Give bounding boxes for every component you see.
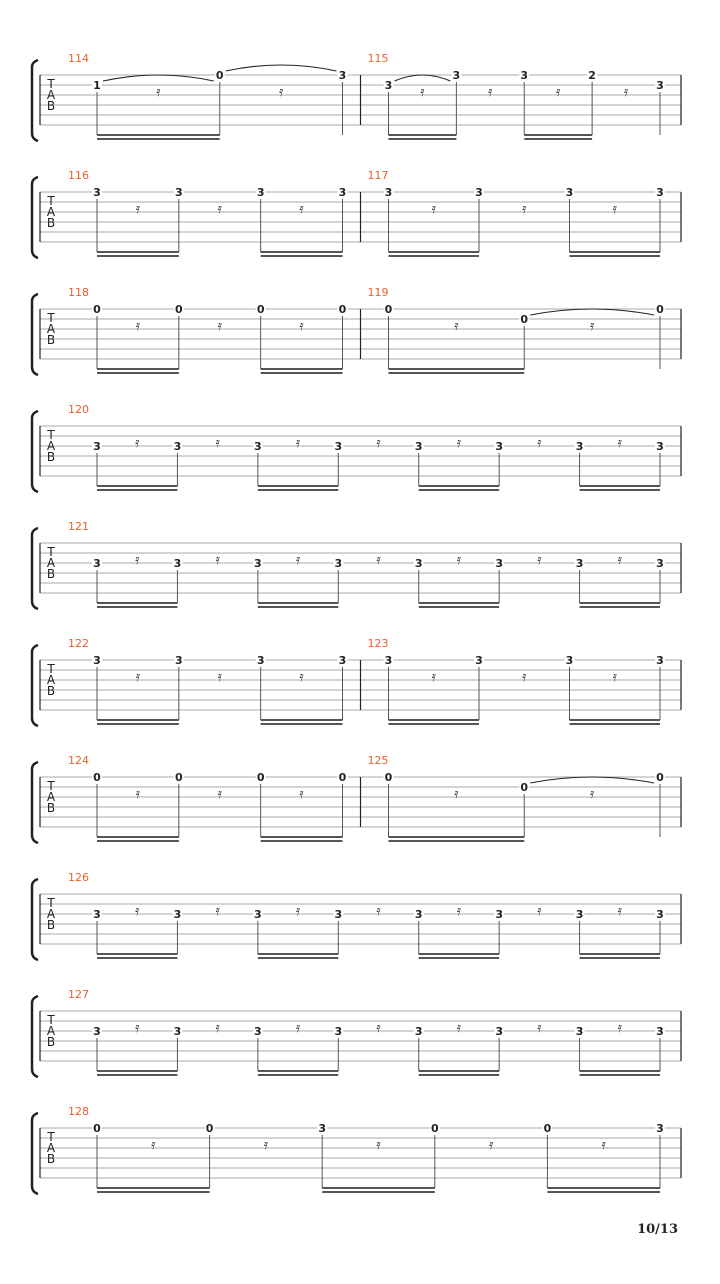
rest-symbol: 𝄿: [135, 201, 141, 217]
rest-symbol: 𝄿: [522, 669, 527, 685]
rest-symbol: 𝄿: [376, 1137, 381, 1153]
clef-letter: B: [46, 216, 56, 230]
fret-number: 0: [338, 303, 347, 316]
measure-number: 118: [68, 286, 89, 299]
clef-letter: B: [46, 567, 56, 581]
rest-symbol: 𝄿: [263, 1137, 269, 1153]
rest-symbol: 𝄿: [278, 84, 284, 100]
fret-number: 3: [318, 1122, 327, 1135]
clef-letter: B: [46, 1152, 56, 1166]
rest-symbol: 𝄿: [601, 1137, 606, 1153]
clef-letter: A: [46, 205, 56, 219]
tie-arc: [226, 65, 337, 71]
rest-symbol: 𝄿: [431, 669, 436, 685]
rest-symbol: 𝄿: [617, 435, 622, 451]
fret-number: 3: [495, 440, 503, 453]
fret-number: 3: [334, 440, 343, 453]
fret-number: 2: [588, 69, 596, 82]
clef-letter: B: [46, 99, 56, 113]
fret-number: 3: [334, 908, 343, 921]
rest-symbol: 𝄿: [537, 903, 542, 919]
fret-number: 0: [338, 771, 347, 784]
rest-symbol: 𝄿: [156, 84, 161, 100]
measure-number: 120: [68, 403, 89, 416]
fret-number: 0: [430, 1122, 439, 1135]
clef-letter: A: [46, 556, 56, 570]
fret-number: 3: [338, 654, 347, 667]
clef-letter: A: [46, 88, 56, 102]
rest-symbol: 𝄿: [612, 669, 617, 685]
system-bracket: [32, 294, 38, 375]
fret-number: 3: [254, 1025, 262, 1038]
fret-number: 3: [565, 654, 574, 667]
clef-letter: A: [46, 907, 56, 921]
system-bracket: [32, 645, 38, 726]
fret-number: 0: [520, 313, 529, 326]
clef-letter: T: [47, 1013, 55, 1027]
rest-symbol: 𝄿: [617, 552, 622, 568]
tab-system: [32, 403, 681, 492]
rest-symbol: 𝄿: [215, 1020, 220, 1036]
fret-number: 0: [93, 1122, 101, 1135]
rest-symbol: 𝄿: [295, 903, 301, 919]
fret-number: 0: [656, 771, 664, 784]
rest-symbol: 𝄿: [299, 201, 304, 217]
fret-number: 1: [93, 79, 101, 92]
system-bracket: [32, 1113, 38, 1194]
fret-number: 0: [93, 303, 101, 316]
fret-number: 3: [656, 557, 664, 570]
fret-number: 0: [256, 303, 265, 316]
measure-number: 117: [367, 169, 389, 182]
fret-number: 3: [93, 186, 101, 199]
rest-symbol: 𝄿: [217, 669, 222, 685]
clef-letter: B: [46, 801, 56, 815]
rest-symbol: 𝄿: [295, 1020, 301, 1036]
clef-letter: A: [46, 1024, 56, 1038]
fret-number: 0: [384, 303, 393, 316]
tie-arc: [103, 75, 214, 81]
fret-number: 0: [205, 1122, 214, 1135]
fret-number: 3: [656, 654, 664, 667]
rest-symbol: 𝄿: [135, 903, 140, 919]
rest-symbol: 𝄿: [135, 786, 141, 802]
rest-symbol: 𝄿: [135, 669, 141, 685]
clef-letter: T: [47, 896, 55, 910]
measure-number: 123: [367, 637, 389, 650]
measure-number: 126: [68, 871, 89, 884]
rest-symbol: 𝄿: [537, 435, 542, 451]
fret-number: 3: [414, 557, 423, 570]
fret-number: 3: [656, 1122, 664, 1135]
fret-number: 3: [334, 557, 343, 570]
fret-number: 3: [656, 908, 664, 921]
rest-symbol: 𝄿: [299, 786, 304, 802]
fret-number: 3: [575, 908, 584, 921]
system-bracket: [32, 177, 38, 258]
measure-number: 121: [68, 520, 89, 533]
fret-number: 3: [256, 186, 265, 199]
fret-number: 3: [656, 186, 664, 199]
rest-symbol: 𝄿: [376, 1020, 381, 1036]
fret-number: 3: [338, 186, 347, 199]
rest-symbol: 𝄿: [617, 1020, 622, 1036]
rest-symbol: 𝄿: [215, 435, 220, 451]
rest-symbol: 𝄿: [612, 201, 617, 217]
clef-letter: B: [46, 450, 56, 464]
rest-symbol: 𝄿: [135, 318, 141, 334]
clef-letter: T: [47, 779, 55, 793]
tab-system: [32, 1105, 681, 1194]
tie-arc: [395, 75, 451, 81]
system-bracket: [32, 411, 38, 492]
fret-number: 0: [93, 771, 101, 784]
fret-number: 0: [384, 771, 393, 784]
rest-symbol: 𝄿: [454, 786, 459, 802]
fret-number: 3: [384, 186, 393, 199]
rest-symbol: 𝄿: [488, 1137, 494, 1153]
rest-symbol: 𝄿: [217, 786, 222, 802]
rest-symbol: 𝄿: [522, 201, 527, 217]
measure-number: 119: [367, 286, 389, 299]
fret-number: 3: [334, 1025, 343, 1038]
fret-number: 0: [175, 771, 183, 784]
measure-number: 124: [68, 754, 89, 767]
tab-system: [32, 871, 681, 960]
fret-number: 3: [475, 654, 483, 667]
measure-number: 122: [68, 637, 89, 650]
rest-symbol: 𝄿: [456, 1020, 462, 1036]
tie-arc: [530, 777, 654, 783]
rest-symbol: 𝄿: [456, 903, 462, 919]
clef-letter: T: [47, 545, 55, 559]
fret-number: 3: [173, 440, 182, 453]
rest-symbol: 𝄿: [295, 552, 301, 568]
system-bracket: [32, 528, 38, 609]
rest-symbol: 𝄿: [151, 1137, 156, 1153]
clef-letter: A: [46, 790, 56, 804]
measure-number: 128: [68, 1105, 89, 1118]
fret-number: 3: [93, 557, 101, 570]
rest-symbol: 𝄿: [299, 669, 304, 685]
fret-number: 3: [520, 69, 529, 82]
system-bracket: [32, 60, 38, 141]
rest-symbol: 𝄿: [299, 318, 304, 334]
fret-number: 3: [175, 654, 183, 667]
rest-symbol: 𝄿: [215, 552, 220, 568]
tab-system: [32, 988, 681, 1077]
fret-number: 3: [93, 654, 101, 667]
fret-number: 0: [215, 69, 224, 82]
rest-symbol: 𝄿: [217, 318, 222, 334]
tab-system: [32, 169, 681, 258]
fret-number: 3: [93, 908, 101, 921]
rest-symbol: 𝄿: [537, 1020, 542, 1036]
measure-number: 115: [367, 52, 389, 65]
fret-number: 3: [173, 557, 182, 570]
rest-symbol: 𝄿: [431, 201, 436, 217]
fret-number: 3: [173, 908, 182, 921]
fret-number: 3: [384, 654, 393, 667]
rest-symbol: 𝄿: [420, 84, 425, 100]
fret-number: 3: [254, 557, 262, 570]
clef-letter: A: [46, 1141, 56, 1155]
rest-symbol: 𝄿: [135, 1020, 140, 1036]
fret-number: 3: [93, 440, 101, 453]
fret-number: 3: [93, 1025, 101, 1038]
fret-number: 3: [254, 440, 262, 453]
rest-symbol: 𝄿: [617, 903, 622, 919]
rest-symbol: 𝄿: [456, 552, 462, 568]
fret-number: 3: [254, 908, 262, 921]
clef-letter: T: [47, 311, 55, 325]
clef-letter: A: [46, 322, 56, 336]
fret-number: 3: [384, 79, 393, 92]
system-bracket: [32, 879, 38, 960]
fret-number: 3: [565, 186, 574, 199]
fret-number: 0: [175, 303, 183, 316]
clef-letter: B: [46, 1035, 56, 1049]
rest-symbol: 𝄿: [376, 903, 381, 919]
fret-number: 0: [256, 771, 265, 784]
fret-number: 3: [656, 440, 664, 453]
clef-letter: B: [46, 684, 56, 698]
rest-symbol: 𝄿: [376, 435, 381, 451]
fret-number: 3: [475, 186, 483, 199]
fret-number: 3: [414, 440, 423, 453]
clef-letter: T: [47, 662, 55, 676]
rest-symbol: 𝄿: [295, 435, 301, 451]
fret-number: 3: [656, 1025, 664, 1038]
measure-number: 116: [68, 169, 89, 182]
measure-number: 127: [68, 988, 89, 1001]
clef-letter: T: [47, 428, 55, 442]
rest-symbol: 𝄿: [488, 84, 493, 100]
rest-symbol: 𝄿: [537, 552, 542, 568]
rest-symbol: 𝄿: [217, 201, 222, 217]
fret-number: 3: [575, 557, 584, 570]
rest-symbol: 𝄿: [556, 84, 561, 100]
rest-symbol: 𝄿: [623, 84, 629, 100]
tab-system: [32, 286, 681, 375]
fret-number: 3: [175, 186, 183, 199]
tab-system: [32, 637, 681, 726]
fret-number: 3: [495, 557, 503, 570]
rest-symbol: 𝄿: [376, 552, 381, 568]
system-bracket: [32, 762, 38, 843]
tab-system: [32, 52, 681, 141]
fret-number: 3: [495, 908, 503, 921]
rest-symbol: 𝄿: [215, 903, 220, 919]
clef-letter: T: [47, 77, 55, 91]
fret-number: 3: [495, 1025, 503, 1038]
measure-number: 114: [68, 52, 89, 65]
fret-number: 0: [520, 781, 529, 794]
fret-number: 3: [414, 1025, 423, 1038]
fret-number: 0: [543, 1122, 552, 1135]
rest-symbol: 𝄿: [454, 318, 459, 334]
rest-symbol: 𝄿: [589, 318, 595, 334]
fret-number: 3: [656, 79, 664, 92]
tab-system: [32, 520, 681, 609]
rest-symbol: 𝄿: [589, 786, 595, 802]
clef-letter: B: [46, 333, 56, 347]
rest-symbol: 𝄿: [456, 435, 462, 451]
fret-number: 3: [575, 1025, 584, 1038]
fret-number: 0: [656, 303, 664, 316]
fret-number: 3: [338, 69, 347, 82]
tab-system: [32, 754, 681, 843]
clef-letter: T: [47, 1130, 55, 1144]
fret-number: 3: [256, 654, 265, 667]
clef-letter: T: [47, 194, 55, 208]
fret-number: 3: [575, 440, 584, 453]
fret-number: 3: [173, 1025, 182, 1038]
rest-symbol: 𝄿: [135, 552, 140, 568]
measure-number: 125: [367, 754, 389, 767]
system-bracket: [32, 996, 38, 1077]
clef-letter: A: [46, 439, 56, 453]
fret-number: 3: [452, 69, 461, 82]
page-number: 10/13: [637, 1222, 678, 1237]
clef-letter: A: [46, 673, 56, 687]
tie-arc: [530, 309, 654, 315]
rest-symbol: 𝄿: [135, 435, 140, 451]
fret-number: 3: [414, 908, 423, 921]
clef-letter: B: [46, 918, 56, 932]
